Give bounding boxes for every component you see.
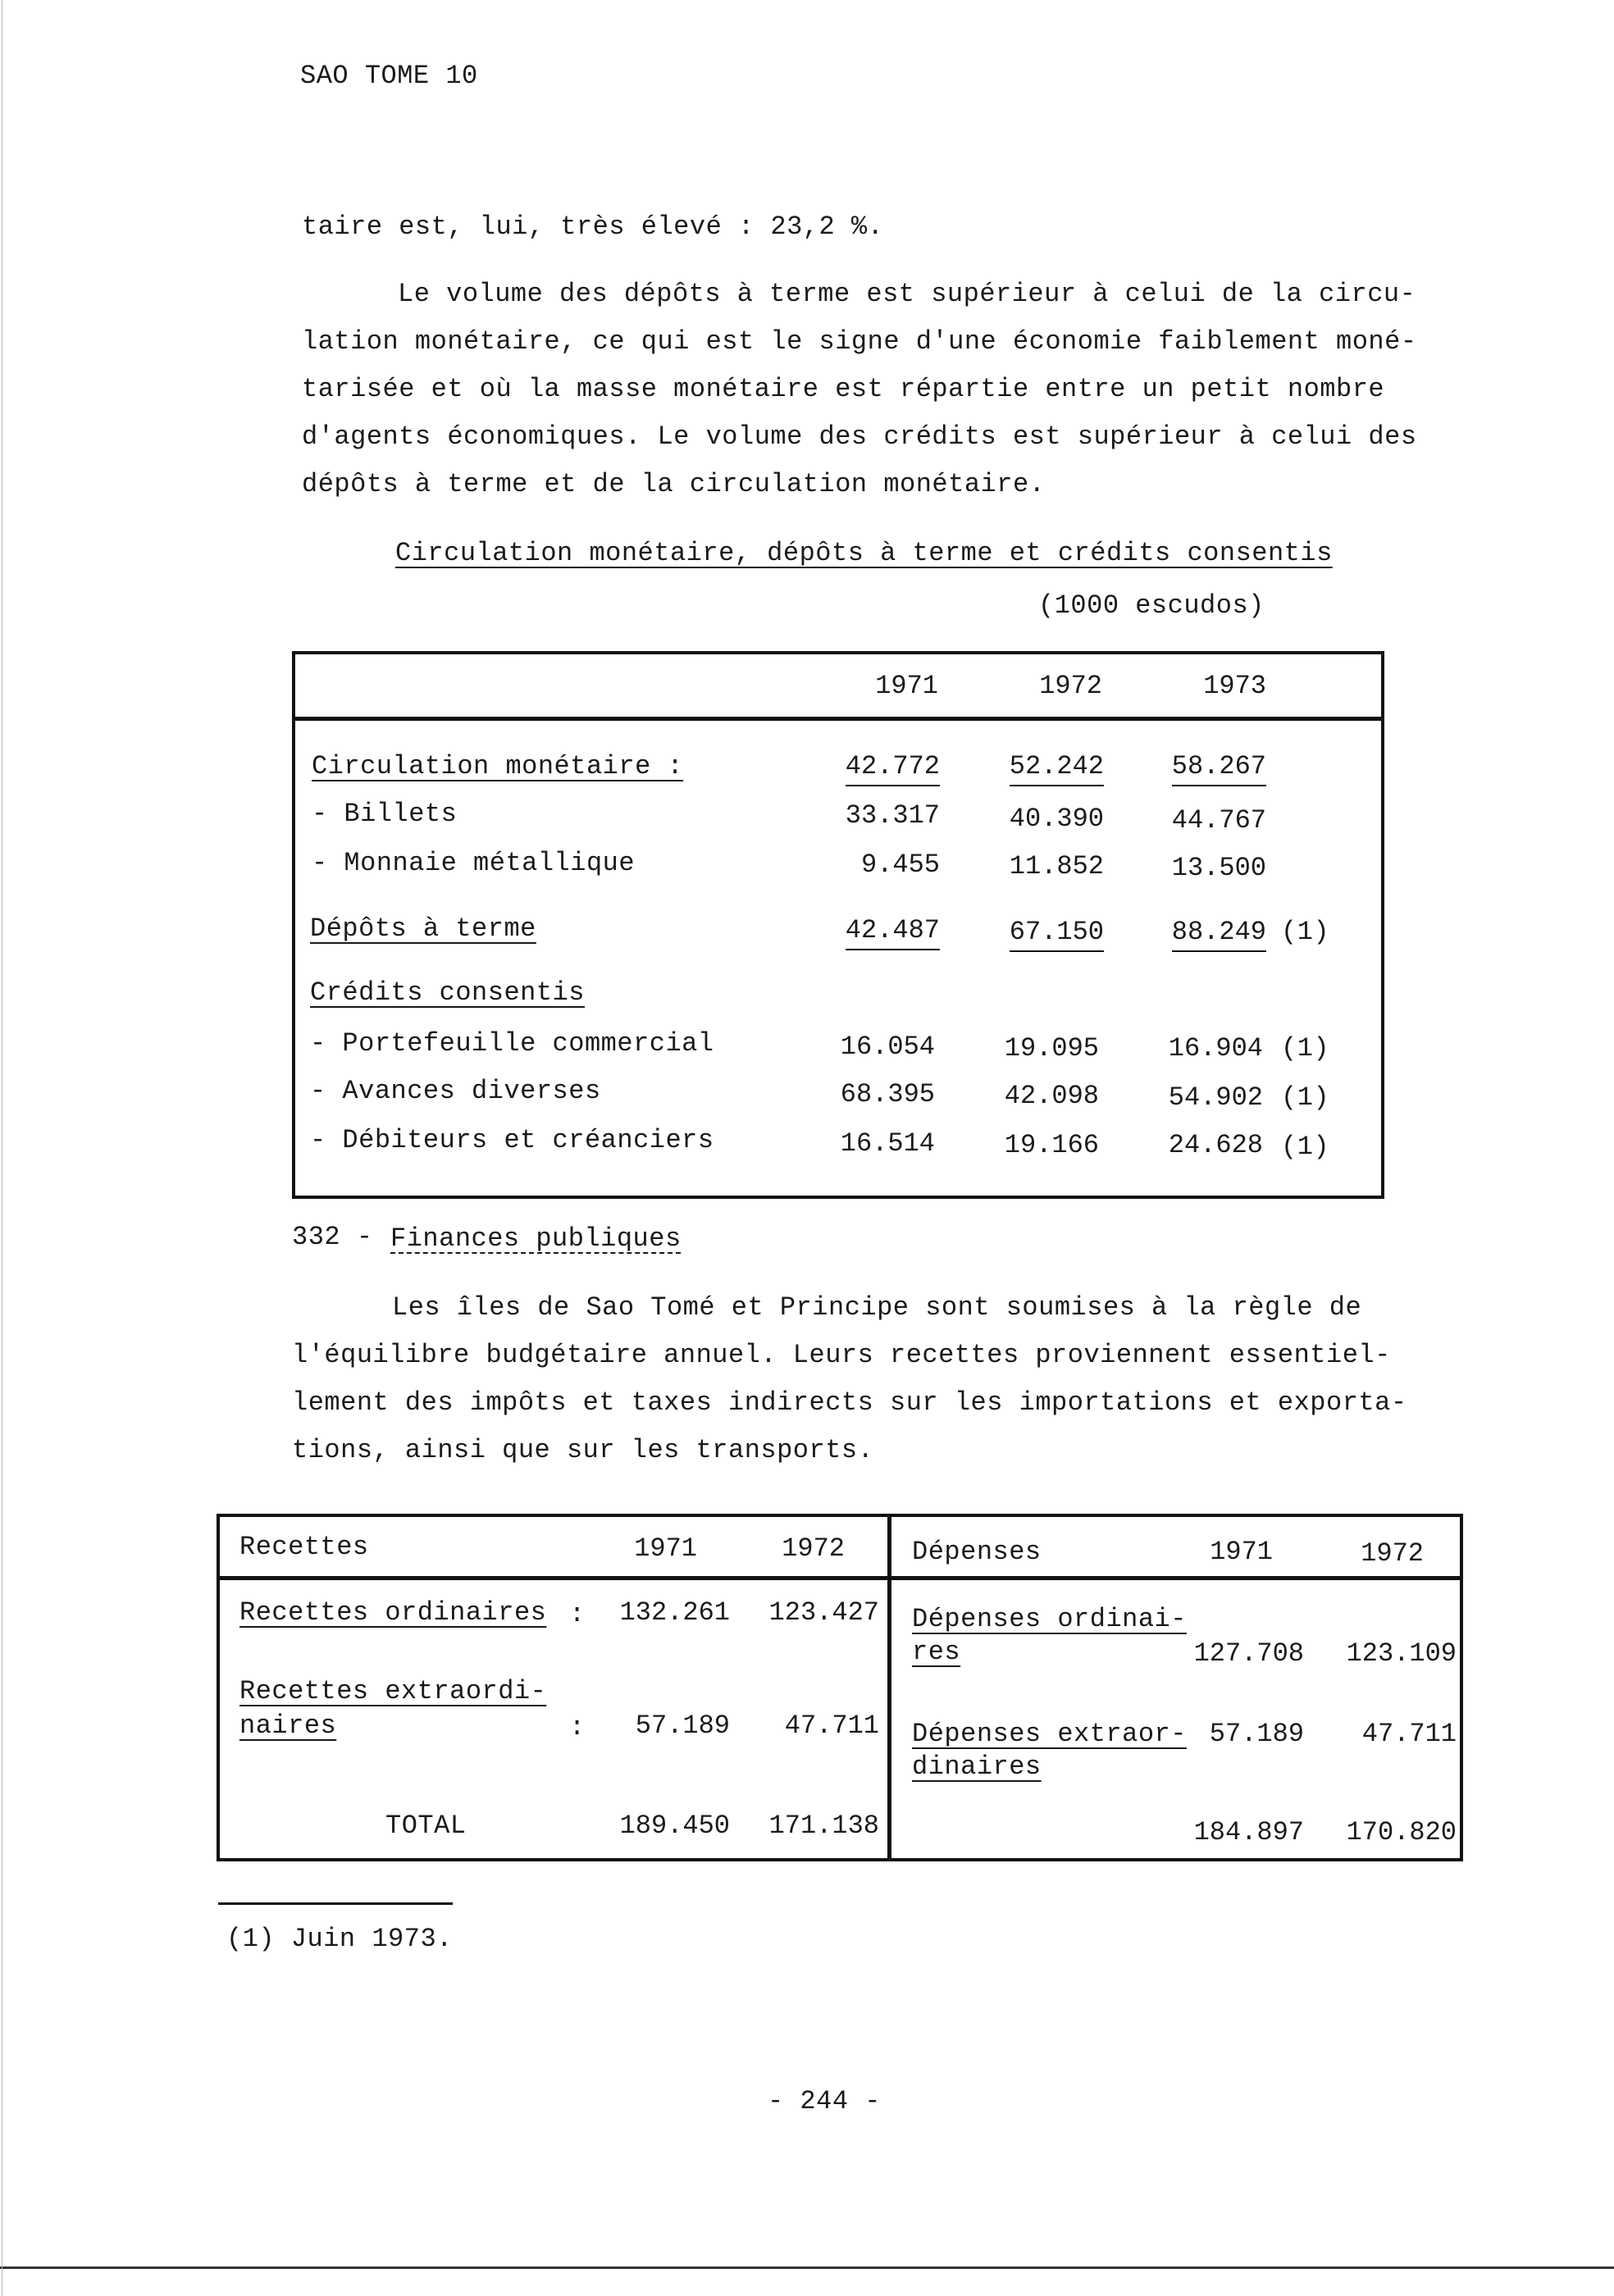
table2-year: 1972 <box>782 1533 845 1564</box>
table1-cell: 40.390 <box>1009 804 1104 834</box>
table2-cell: 171.138 <box>768 1811 879 1841</box>
table1-cell: 42.772 <box>804 751 940 781</box>
section-heading-number: 332 - <box>292 1222 373 1252</box>
table2-cell: 127.708 <box>1193 1638 1304 1669</box>
running-head: SAO TOME 10 <box>300 61 478 91</box>
table1-cell: 13.500 <box>1171 853 1266 883</box>
table1-cell: 16.904 <box>1168 1033 1263 1064</box>
table1-note: (1) <box>1281 1033 1330 1064</box>
table2-cell: 184.897 <box>1193 1817 1304 1847</box>
table2-cell: 123.427 <box>768 1597 879 1628</box>
table1-cell: 58.267 <box>1132 751 1266 781</box>
table2-cell: 170.820 <box>1346 1817 1457 1847</box>
paragraph-line: d'agents économiques. Le volume des crédits est supérieur à celui des <box>302 421 1417 452</box>
recettes-header: Recettes <box>239 1532 369 1562</box>
colon: : <box>569 1599 586 1629</box>
table2-cell: 123.109 <box>1346 1638 1457 1669</box>
rec-ext-label: naires <box>239 1711 337 1741</box>
table1-cell: 33.317 <box>845 800 940 831</box>
paragraph-body <box>292 1284 1407 1474</box>
table1-cell: 9.455 <box>860 850 940 880</box>
page-number: - 244 - <box>768 2086 881 2116</box>
paragraph-line: lement des impôts et taxes indirects sur les importations et exporta- <box>292 1387 1407 1418</box>
table2-cell: 47.711 <box>784 1711 879 1741</box>
table1-cell: 52.242 <box>968 751 1104 781</box>
table1-cell: 16.514 <box>840 1128 935 1159</box>
table1-header-rule <box>292 717 1384 721</box>
table1-row-label: Dépôts à terme <box>310 913 536 944</box>
table1-note: (1) <box>1281 1132 1330 1162</box>
table1-cell: 42.487 <box>804 915 940 945</box>
table1-unit: (1000 escudos) <box>1038 590 1265 621</box>
table2-cell: 47.711 <box>1361 1719 1457 1749</box>
depenses-header: Dépenses <box>912 1537 1042 1567</box>
table1-note: (1) <box>1281 1082 1330 1113</box>
table1-title: Circulation monétaire, dépôts à terme et crédits consentis <box>395 538 1333 568</box>
table1-note: (1) <box>1281 917 1330 947</box>
table1-row-label: - Billets <box>312 799 458 829</box>
table1-cell: 24.628 <box>1168 1130 1263 1160</box>
table1-cell: 88.249 <box>1132 917 1266 947</box>
paragraph-body <box>302 271 1417 508</box>
dep-ord-label: res <box>912 1637 961 1667</box>
paragraph-line: lation monétaire, ce qui est le signe d'une économie faiblement moné- <box>302 326 1417 357</box>
paragraph-line: tions, ainsi que sur les transports. <box>292 1435 874 1465</box>
table1-cell: 67.150 <box>968 917 1104 947</box>
table1-row-label: - Débiteurs et créanciers <box>310 1125 714 1155</box>
paragraph-line: l'équilibre budgétaire annuel. Leurs recettes proviennent essentiel- <box>292 1340 1391 1370</box>
section-heading-title: Finances publiques <box>390 1223 682 1254</box>
footnote: (1) Juin 1973. <box>226 1924 453 1954</box>
footnote-rule <box>218 1902 453 1905</box>
table2-cell: 57.189 <box>1209 1719 1304 1749</box>
table1-cell: 44.767 <box>1171 805 1266 836</box>
paragraph-line: tarisée et où la masse monétaire est répartie entre un petit nombre <box>302 374 1385 404</box>
dep-ord-label: Dépenses ordinai- <box>912 1604 1187 1634</box>
table2-year: 1971 <box>634 1533 697 1564</box>
table1-row-label: Crédits consentis <box>310 977 585 1008</box>
table2-year: 1972 <box>1361 1538 1424 1569</box>
table1-cell: 68.395 <box>840 1079 935 1109</box>
table1-row-label: - Portefeuille commercial <box>310 1028 714 1059</box>
table1-cell: 11.852 <box>1009 851 1104 882</box>
table1-cell: 54.902 <box>1168 1082 1263 1113</box>
table2-year: 1971 <box>1210 1537 1273 1567</box>
dep-ext-label: Dépenses extraor- <box>912 1719 1187 1749</box>
table1-cell: 16.054 <box>840 1032 935 1062</box>
table1-year: 1972 <box>1039 671 1102 701</box>
paragraph-line: taire est, lui, très élevé : 23,2 %. <box>302 212 884 242</box>
total-label: TOTAL <box>385 1811 467 1841</box>
paragraph-line: dépôts à terme et de la circulation monétaire. <box>302 469 1046 499</box>
table1-row-label: - Monnaie métallique <box>312 848 636 878</box>
table1-year: 1973 <box>1203 671 1266 701</box>
paragraph-line: Les îles de Sao Tomé et Principe sont soumises à la règle de <box>392 1292 1362 1323</box>
table2-divider <box>887 1514 891 1861</box>
table1-year: 1971 <box>875 671 938 701</box>
table2-header-rule <box>217 1576 1463 1580</box>
paragraph-line: Le volume des dépôts à terme est supérieur à celui de la circu- <box>398 279 1416 309</box>
table1-cell: 42.098 <box>1004 1081 1099 1111</box>
rec-ord-label: Recettes ordinaires <box>239 1597 547 1628</box>
table1-cell: 19.095 <box>1004 1033 1099 1064</box>
table1-row-label: Circulation monétaire : <box>312 751 684 781</box>
colon: : <box>569 1712 586 1742</box>
scan-edge-rule <box>0 2266 1614 2269</box>
table2-cell: 132.261 <box>619 1597 730 1628</box>
table2-cell: 189.450 <box>619 1811 730 1841</box>
table1-row-label: - Avances diverses <box>310 1076 601 1106</box>
dep-ext-label: dinaires <box>912 1752 1042 1782</box>
rec-ext-label: Recettes extraordi- <box>239 1676 547 1706</box>
table1-cell: 19.166 <box>1004 1130 1099 1160</box>
table2-cell: 57.189 <box>635 1711 730 1741</box>
